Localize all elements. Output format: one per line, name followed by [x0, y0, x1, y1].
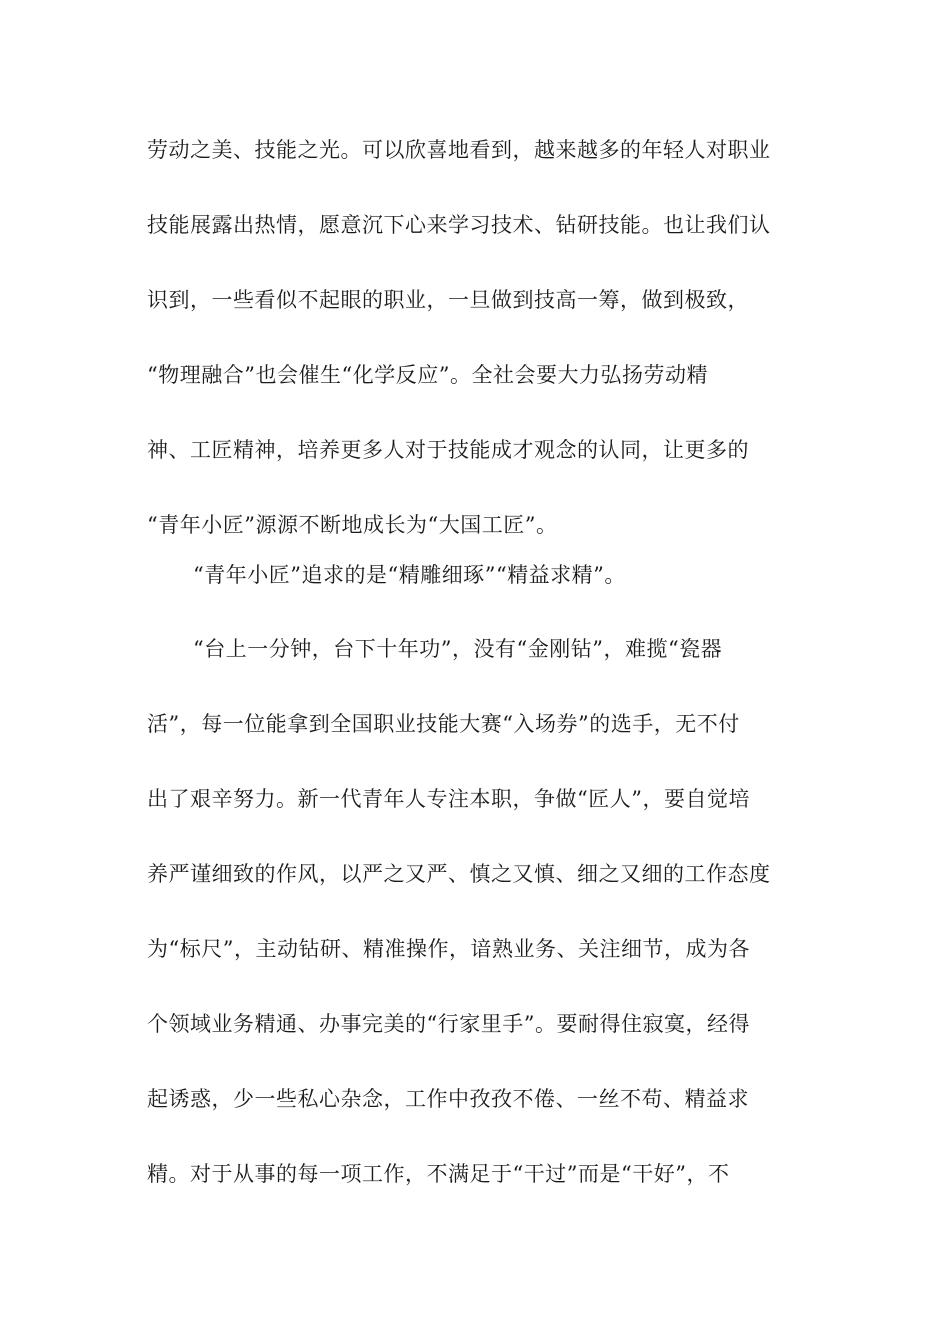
text-line-15: 精。对于从事的每一项工作，不满足于“干过”而是“干好”，不 [147, 1162, 730, 1186]
text-line-1: 劳动之美、技能之光。可以欣喜地看到，越来越多的年轻人对职业 [147, 138, 771, 162]
text-line-14: 起诱惑，少一些私心杂念，工作中孜孜不倦、一丝不苟、精益求 [147, 1087, 749, 1111]
text-line-9: 活”，每一位能拿到全国职业技能大赛“入场券”的选手，无不付 [147, 712, 740, 736]
text-line-2: 技能展露出热情，愿意沉下心来学习技术、钻研技能。也让我们认 [147, 213, 771, 237]
text-line-10: 出了艰辛努力。新一代青年人专注本职，争做“匠人”，要自觉培 [147, 787, 750, 811]
text-line-12: 为“标尺”，主动钻研、精准操作，谙熟业务、关注细节，成为各 [147, 937, 750, 961]
text-line-6: “青年小匠”源源不断地成长为“大国工匠”。 [147, 513, 558, 537]
text-line-8: “台上一分钟，台下十年功”，没有“金刚钻”，难揽“瓷器 [193, 637, 723, 661]
text-line-13: 个领域业务精通、办事完美的“行家里手”。要耐得住寂寞，经得 [147, 1012, 750, 1036]
text-line-11: 养严谨细致的作风，以严之又严、慎之又慎、细之又细的工作态度 [147, 862, 771, 886]
text-line-4: “物理融合”也会催生“化学反应”。全社会要大力弘扬劳动精 [147, 363, 708, 387]
text-line-3: 识到，一些看似不起眼的职业，一旦做到技高一筹，做到极致， [147, 288, 749, 312]
paragraph-heading-line: “青年小匠”追求的是“精雕细琢”“精益求精”。 [193, 563, 626, 587]
text-line-5: 神、工匠精神，培养更多人对于技能成才观念的认同，让更多的 [147, 438, 749, 462]
